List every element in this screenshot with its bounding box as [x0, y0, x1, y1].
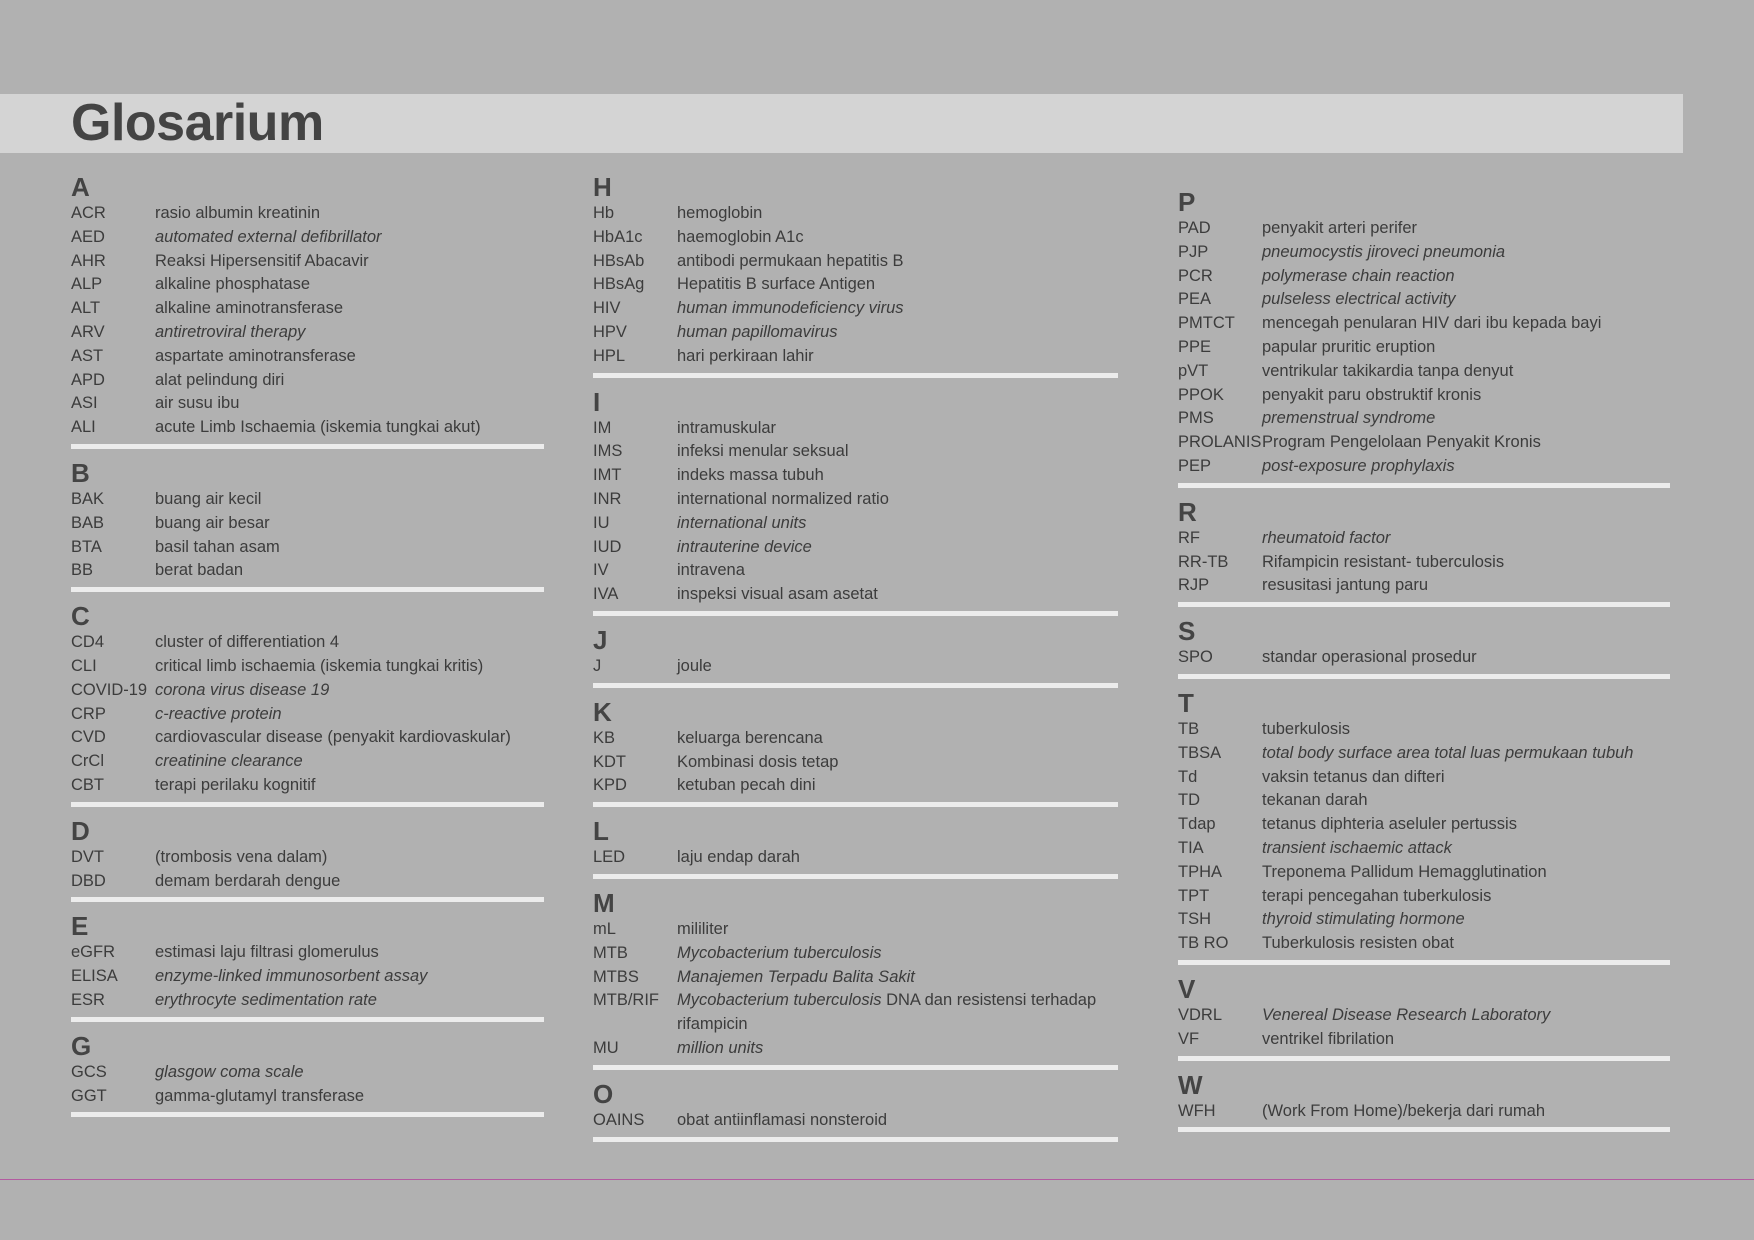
glossary-entry [593, 297, 1118, 321]
glossary-section-i [593, 387, 1118, 616]
entry-definition: estimasi laju filtrasi glomerulus [155, 943, 379, 962]
entry-abbreviation: ALI [71, 418, 96, 437]
entry-abbreviation: ACR [71, 204, 106, 222]
entry-abbreviation: PPOK [1178, 385, 1224, 404]
entry-definition: antiretroviral therapy [155, 322, 306, 341]
entry-definition: intramuskular [677, 418, 777, 437]
section-letter: A [71, 172, 90, 202]
entry-definition: acute Limb Ischaemia (iskemia tungkai akut) [155, 418, 481, 437]
entry-definition: penyakit paru obstruktif kronis [1262, 385, 1482, 404]
entry-abbreviation: TB RO [1178, 934, 1229, 953]
glossary-entry [593, 918, 1118, 942]
section-letter: S [1178, 616, 1196, 647]
entry-abbreviation: TBSA [1178, 743, 1222, 762]
entry-definition: Mycobacterium tuberculosis [677, 943, 882, 962]
glossary-entry [1178, 431, 1670, 455]
entry-definition: infeksi menular seksual [677, 442, 849, 461]
entry-abbreviation: PEA [1178, 290, 1212, 309]
glossary-entry [1178, 813, 1670, 837]
entry-definition: antibodi permukaan hepatitis B [677, 251, 904, 270]
entry-definition: ventrikular takikardia tanpa denyut [1262, 361, 1514, 380]
glossary-entry [71, 273, 544, 297]
entry-abbreviation: eGFR [71, 943, 116, 962]
glossary-entry [1178, 718, 1670, 742]
glossary-entry [1178, 908, 1670, 932]
entry-definition: haemoglobin A1c [677, 227, 804, 246]
section-letter: C [71, 601, 90, 632]
glossary-entry [1178, 288, 1670, 312]
glossary-entry [1178, 527, 1670, 551]
entry-abbreviation: TPT [1178, 886, 1210, 905]
entry-abbreviation: ELISA [71, 967, 118, 986]
section-letter: V [1178, 973, 1196, 1004]
entry-definition: hemoglobin [677, 204, 763, 222]
entry-abbreviation: ARV [71, 322, 105, 341]
glossary-section-k [593, 697, 1118, 807]
entry-abbreviation: COVID-19 [71, 680, 148, 699]
entry-definition: Reaksi Hipersensitif Abacavir [155, 251, 369, 270]
entry-abbreviation: RF [1178, 528, 1200, 547]
entry-abbreviation: pVT [1178, 361, 1209, 380]
entry-definition: international normalized ratio [677, 489, 889, 508]
glossary-entry [71, 321, 544, 345]
glossary-entry [1178, 407, 1670, 431]
section-letter: J [593, 624, 608, 655]
entry-definition: terapi pencegahan tuberkulosis [1262, 886, 1492, 905]
glossary-entry [71, 846, 544, 870]
glossary-section-p [1178, 187, 1670, 488]
entry-definition: resusitasi jantung paru [1262, 576, 1429, 595]
entry-abbreviation: TSH [1178, 910, 1211, 929]
entry-definition: Manajemen Terpadu Balita Sakit [677, 967, 915, 986]
glossary-entry [1178, 551, 1670, 575]
section-letter: E [71, 911, 89, 942]
entry-abbreviation: Tdap [1178, 815, 1216, 834]
glossary-entry [1178, 837, 1670, 861]
glossary-entry [71, 965, 544, 989]
glossary-entry [593, 512, 1118, 536]
entry-definition: total body surface area total luas permukaan tubuh [1262, 743, 1634, 762]
glossary-entry [71, 536, 544, 560]
section-letter: H [593, 172, 612, 202]
entry-abbreviation: DBD [71, 871, 106, 890]
entry-definition: transient ischaemic attack [1262, 838, 1452, 857]
glossary-entry [71, 989, 544, 1013]
glossary-entry [71, 726, 544, 750]
entry-abbreviation: VF [1178, 1029, 1200, 1048]
glossary-entry [71, 202, 544, 226]
entry-definition: Rifampicin resistant- tuberculosis [1262, 552, 1505, 571]
entry-abbreviation: PPE [1178, 337, 1212, 356]
entry-abbreviation: LED [593, 848, 626, 867]
entry-abbreviation: KDT [593, 752, 626, 771]
glossary-entry [1178, 312, 1670, 336]
glossary-entry [1178, 1028, 1670, 1052]
glossary-entry [593, 942, 1118, 966]
glossary-entry [1178, 455, 1670, 479]
entry-definition: berat badan [155, 561, 244, 580]
entry-definition: creatinine clearance [155, 752, 303, 771]
entry-definition: rasio albumin kreatinin [155, 204, 321, 222]
glossary-entry [593, 345, 1118, 369]
entry-definition: tekanan darah [1262, 791, 1368, 810]
glossary-entry [593, 202, 1118, 226]
entry-abbreviation: TB [1178, 719, 1200, 738]
entry-abbreviation: MTBS [593, 967, 639, 986]
entry-abbreviation: BAK [71, 489, 105, 508]
section-letter: R [1178, 496, 1197, 527]
glossary-entry [71, 703, 544, 727]
entry-definition: terapi perilaku kognitif [155, 775, 316, 794]
entry-definition: glasgow coma scale [155, 1062, 304, 1081]
glossary-entry [1178, 265, 1670, 289]
entry-abbreviation: DVT [71, 847, 104, 866]
entry-abbreviation: CD4 [71, 633, 105, 652]
entry-abbreviation: MU [593, 1038, 619, 1057]
entry-definition: intrauterine device [677, 537, 812, 556]
entry-abbreviation: HPV [593, 322, 627, 341]
glossary-section-l [593, 816, 1118, 879]
glossary-entry [71, 631, 544, 655]
glossary-entry [593, 536, 1118, 560]
entry-abbreviation: MTB [593, 943, 628, 962]
entry-definition: buang air besar [155, 513, 270, 532]
glossary-entry [593, 966, 1118, 990]
entry-abbreviation: BAB [71, 513, 105, 532]
section-letter: O [593, 1078, 614, 1109]
glossary-entry [593, 440, 1118, 464]
glossary-entry [593, 1037, 1118, 1061]
entry-definition: c-reactive protein [155, 704, 282, 723]
entry-abbreviation: ALT [71, 299, 101, 318]
entry-abbreviation: OAINS [593, 1110, 645, 1129]
entry-definition: Treponema Pallidum Hemagglutination [1262, 862, 1547, 881]
entry-definition: alkaline aminotransferase [155, 299, 344, 318]
glossary-entry [593, 1109, 1118, 1133]
entry-abbreviation: RJP [1178, 576, 1210, 595]
section-letter: B [71, 457, 90, 488]
entry-definition: post-exposure prophylaxis [1262, 456, 1455, 475]
entry-abbreviation: BB [71, 561, 94, 580]
glossary-entry [593, 655, 1118, 679]
glossary-entry [1178, 1100, 1670, 1124]
entry-definition: Tuberkulosis resisten obat [1262, 934, 1454, 953]
glossary-column-1 [71, 172, 544, 1126]
entry-abbreviation: HBsAb [593, 251, 645, 270]
entry-definition: corona virus disease 19 [155, 680, 330, 699]
glossary-entry [593, 751, 1118, 775]
entry-definition: automated external defibrillator [155, 227, 382, 246]
entry-definition: gamma-glutamyl transferase [155, 1086, 365, 1105]
glossary-entry [1178, 766, 1670, 790]
entry-abbreviation: AST [71, 346, 104, 365]
glossary-entry [71, 655, 544, 679]
glossary-entry [1178, 885, 1670, 909]
glossary-section-t [1178, 688, 1670, 965]
entry-abbreviation: IMT [593, 466, 622, 485]
entry-definition: obat antiinflamasi nonsteroid [677, 1110, 888, 1129]
entry-abbreviation: ALP [71, 275, 103, 294]
entry-definition: (trombosis vena dalam) [155, 847, 328, 866]
entry-abbreviation: TD [1178, 791, 1200, 810]
entry-definition: standar operasional prosedur [1262, 648, 1477, 667]
glossary-entry [71, 1061, 544, 1085]
footer-divider [0, 1179, 1754, 1180]
entry-definition: keluarga berencana [677, 728, 823, 747]
section-letter: M [593, 887, 615, 918]
entry-abbreviation: PJP [1178, 242, 1209, 261]
entry-abbreviation: VDRL [1178, 1005, 1223, 1024]
section-letter: K [593, 696, 612, 727]
entry-definition: Kombinasi dosis tetap [677, 752, 839, 771]
glossary-entry [71, 392, 544, 416]
glossary-entry [1178, 384, 1670, 408]
glossary-section-w [1178, 1070, 1670, 1133]
glossary-entry [1178, 217, 1670, 241]
entry-definition: cluster of differentiation 4 [155, 633, 340, 652]
glossary-entry [1178, 336, 1670, 360]
entry-definition: indeks massa tubuh [677, 466, 824, 485]
glossary-section-a [71, 172, 544, 449]
glossary-section-m [593, 888, 1118, 1070]
entry-abbreviation: PMTCT [1178, 314, 1235, 333]
glossary-column-3 [1178, 187, 1670, 1141]
glossary-entry [1178, 574, 1670, 598]
glossary-entry [71, 512, 544, 536]
entry-abbreviation: ESR [71, 990, 105, 1009]
entry-definition: polymerase chain reaction [1262, 266, 1455, 285]
glossary-entry [71, 870, 544, 894]
glossary-entry [1178, 646, 1670, 670]
entry-abbreviation: Td [1178, 767, 1198, 786]
entry-definition: tuberkulosis [1262, 719, 1351, 738]
entry-definition: critical limb ischaemia (iskemia tungkai kritis) [155, 656, 484, 675]
glossary-entry [593, 417, 1118, 441]
section-letter: P [1178, 187, 1196, 217]
entry-abbreviation: SPO [1178, 648, 1213, 667]
entry-abbreviation: HBsAg [593, 275, 645, 294]
entry-abbreviation: CLI [71, 656, 97, 675]
section-letter: T [1178, 687, 1194, 718]
glossary-entry [71, 1085, 544, 1109]
glossary-section-s [1178, 616, 1670, 679]
entry-definition: mililiter [677, 919, 729, 938]
entry-abbreviation: IVA [593, 585, 619, 604]
entry-definition: mencegah penularan HIV dari ibu kepada bayi [1262, 314, 1602, 333]
page-title: Glosarium [71, 94, 324, 152]
entry-abbreviation: IU [593, 513, 610, 532]
entry-definition: premenstrual syndrome [1262, 409, 1436, 428]
glossary-entry [71, 750, 544, 774]
glossary-entry [1178, 360, 1670, 384]
glossary-entry [593, 559, 1118, 583]
section-letter: D [71, 815, 90, 846]
glossary-column-2 [593, 172, 1118, 1151]
glossary-section-j [593, 625, 1118, 688]
entry-definition: human immunodeficiency virus [677, 299, 904, 318]
glossary-entry [593, 226, 1118, 250]
entry-abbreviation: TIA [1178, 838, 1204, 857]
entry-definition: human papillomavirus [677, 322, 838, 341]
entry-abbreviation: PEP [1178, 456, 1212, 475]
glossary-entry [593, 321, 1118, 345]
glossary-entry [71, 679, 544, 703]
glossary-entry [71, 941, 544, 965]
entry-definition: laju endap darah [677, 848, 800, 867]
glossary-section-c [71, 601, 544, 807]
glossary-entry [593, 989, 1118, 1037]
entry-definition: (Work From Home)/bekerja dari rumah [1262, 1101, 1546, 1120]
entry-abbreviation: J [593, 656, 602, 675]
entry-abbreviation: HPL [593, 346, 626, 365]
entry-definition: papular pruritic eruption [1262, 337, 1436, 356]
glossary-entry [71, 416, 544, 440]
glossary-entry [593, 727, 1118, 751]
glossary-section-e [71, 911, 544, 1021]
entry-abbreviation: IUD [593, 537, 622, 556]
glossary-entry [71, 226, 544, 250]
entry-abbreviation: RR-TB [1178, 552, 1229, 571]
entry-abbreviation: CBT [71, 775, 104, 794]
glossary-entry [1178, 861, 1670, 885]
glossary-entry [71, 345, 544, 369]
glossary-entry [593, 464, 1118, 488]
entry-abbreviation: KB [593, 728, 616, 747]
entry-abbreviation: CrCl [71, 752, 104, 771]
glossary-entry [71, 488, 544, 512]
entry-abbreviation: KPD [593, 776, 627, 795]
entry-definition: intravena [677, 561, 745, 580]
glossary-section-g [71, 1031, 544, 1118]
glossary-entry [593, 273, 1118, 297]
entry-definition-italic-part: Mycobacterium tuberculosis [677, 991, 882, 1010]
entry-definition: ketuban pecah dini [677, 776, 816, 795]
section-letter: L [593, 816, 609, 847]
entry-definition: penyakit arteri perifer [1262, 219, 1417, 237]
entry-abbreviation: IMS [593, 442, 623, 461]
glossary-entry [593, 846, 1118, 870]
glossary-entry [71, 297, 544, 321]
glossary-entry [593, 583, 1118, 607]
entry-abbreviation: APD [71, 370, 105, 389]
entry-abbreviation: GCS [71, 1062, 107, 1081]
entry-definition: vaksin tetanus dan difteri [1262, 767, 1445, 786]
entry-definition: hari perkiraan lahir [677, 346, 814, 365]
entry-abbreviation: AHR [71, 251, 106, 270]
entry-definition: enzyme-linked immunosorbent assay [155, 967, 428, 986]
entry-abbreviation: PAD [1178, 219, 1211, 237]
entry-definition: Program Pengelolaan Penyakit Kronis [1262, 433, 1541, 452]
entry-abbreviation: AED [71, 227, 105, 246]
entry-definition: alkaline phosphatase [155, 275, 311, 294]
glossary-section-h [593, 172, 1118, 378]
entry-abbreviation: mL [593, 919, 616, 938]
glossary-entry [71, 369, 544, 393]
entry-abbreviation: ASI [71, 394, 98, 413]
entry-definition [677, 989, 1118, 1037]
section-letter: G [71, 1030, 92, 1061]
glossary-entry [1178, 932, 1670, 956]
glossary-entry [593, 250, 1118, 274]
entry-abbreviation: CRP [71, 704, 106, 723]
entry-definition: aspartate aminotransferase [155, 346, 356, 365]
glossary-entry [1178, 1004, 1670, 1028]
entry-definition: demam berdarah dengue [155, 871, 341, 890]
glossary-entry [1178, 789, 1670, 813]
entry-definition: alat pelindung diri [155, 370, 285, 389]
entry-definition: joule [677, 656, 712, 675]
entry-definition: basil tahan asam [155, 537, 280, 556]
entry-definition: Hepatitis B surface Antigen [677, 275, 876, 294]
section-letter: I [593, 386, 601, 417]
entry-abbreviation: MTB/RIF [593, 991, 659, 1010]
entry-abbreviation: CVD [71, 728, 106, 747]
glossary-entry [71, 250, 544, 274]
entry-definition: million units [677, 1038, 764, 1057]
entry-abbreviation: IM [593, 418, 612, 437]
section-letter: W [1178, 1069, 1203, 1100]
entry-definition: thyroid stimulating hormone [1262, 910, 1465, 929]
glossary-entry [593, 488, 1118, 512]
entry-definition: buang air kecil [155, 489, 262, 508]
glossary-section-b [71, 458, 544, 592]
entry-definition: air susu ibu [155, 394, 240, 413]
entry-abbreviation: INR [593, 489, 622, 508]
entry-definition: inspeksi visual asam asetat [677, 585, 878, 604]
glossary-entry [593, 774, 1118, 798]
entry-definition: pneumocystis jiroveci pneumonia [1262, 242, 1506, 261]
glossary-entry [1178, 742, 1670, 766]
glossary-entry [71, 774, 544, 798]
entry-definition-rest: DNA dan resistensi terhadap rifampicin [677, 991, 1097, 1034]
entry-definition: international units [677, 513, 807, 532]
glossary-section-r [1178, 497, 1670, 607]
entry-abbreviation: GGT [71, 1086, 107, 1105]
entry-abbreviation: WFH [1178, 1101, 1216, 1120]
entry-definition: Venereal Disease Research Laboratory [1262, 1005, 1551, 1024]
entry-definition: cardiovascular disease (penyakit kardiovaskular) [155, 728, 511, 747]
entry-abbreviation: PCR [1178, 266, 1213, 285]
glossary-section-o [593, 1079, 1118, 1142]
entry-abbreviation: HIV [593, 299, 621, 318]
glossary-entry [71, 559, 544, 583]
entry-abbreviation: IV [593, 561, 609, 580]
entry-abbreviation: BTA [71, 537, 102, 556]
entry-definition: rheumatoid factor [1262, 528, 1391, 547]
entry-definition: pulseless electrical activity [1262, 290, 1456, 309]
entry-abbreviation: PMS [1178, 409, 1214, 428]
glossary-entry [1178, 241, 1670, 265]
entry-abbreviation: PROLANIS [1178, 433, 1262, 452]
entry-definition: ventrikel fibrilation [1262, 1029, 1395, 1048]
entry-abbreviation: Hb [593, 204, 615, 222]
glossary-section-d [71, 816, 544, 903]
entry-abbreviation: HbA1c [593, 227, 643, 246]
entry-definition: erythrocyte sedimentation rate [155, 990, 377, 1009]
entry-definition: tetanus diphteria aseluler pertussis [1262, 815, 1517, 834]
entry-abbreviation: TPHA [1178, 862, 1223, 881]
glossary-section-v [1178, 974, 1670, 1061]
